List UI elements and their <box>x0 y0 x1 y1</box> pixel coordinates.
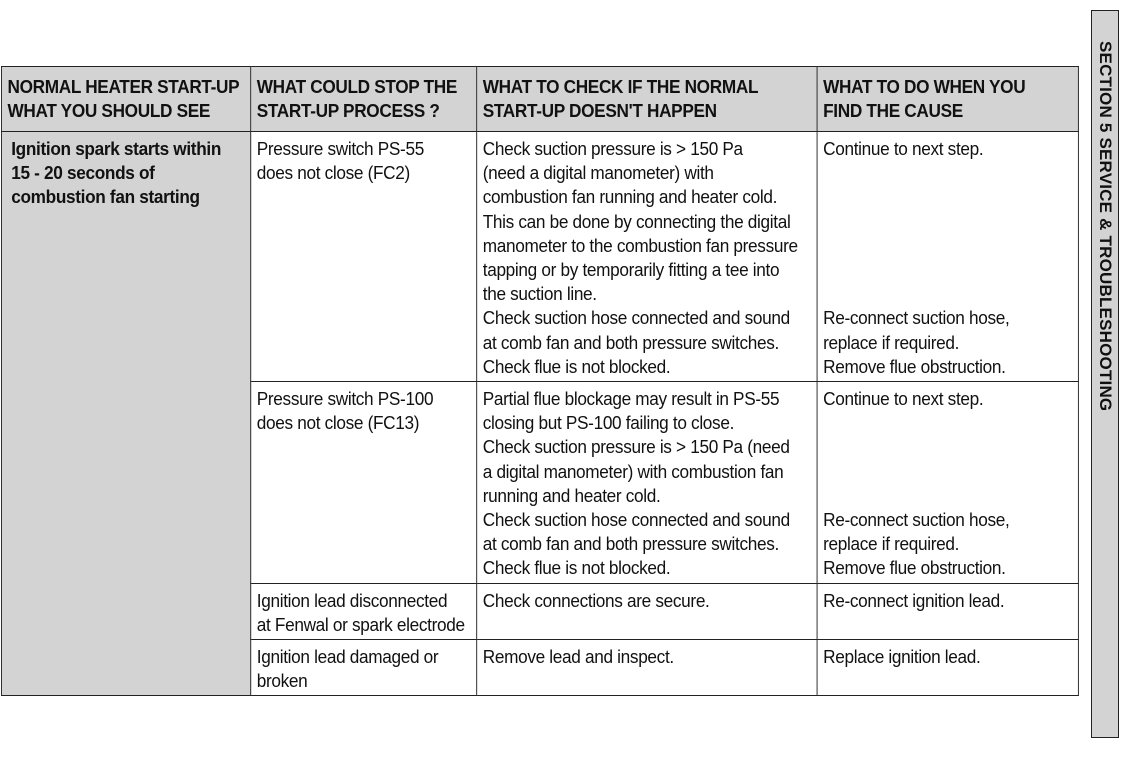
troubleshooting-table <box>1 66 1079 696</box>
cause-cell <box>251 640 477 696</box>
header-text: WHAT TO CHECK IF THE NORMAL <box>482 76 759 97</box>
check-text: at comb fan and both pressure switches. <box>482 331 779 353</box>
cause-text: Ignition lead damaged or <box>256 646 439 668</box>
header-what-to-check <box>477 67 817 132</box>
check-text: Check suction hose connected and sound <box>482 307 790 329</box>
check-text: Check suction hose connected and sound <box>482 509 790 531</box>
action-cell <box>817 583 1078 639</box>
check-text: at comb fan and both pressure switches. <box>482 533 779 555</box>
header-text: WHAT YOU SHOULD SEE <box>7 100 211 122</box>
cause-cell <box>251 132 477 382</box>
cause-cell <box>251 583 477 639</box>
header-normal-startup <box>1 67 250 132</box>
action-cell <box>817 382 1078 584</box>
action-text: Replace ignition lead. <box>823 646 981 668</box>
header-text: START-UP DOESN'T HAPPEN <box>482 100 717 122</box>
check-text: combustion fan running and heater cold. <box>482 186 778 208</box>
check-text: Check flue is not blocked. <box>482 557 671 579</box>
action-text: Continue to next step. <box>823 138 984 159</box>
action-text: Re-connect suction hose, <box>823 508 1010 530</box>
cause-text: does not close (FC2) <box>256 162 410 184</box>
header-what-could-stop <box>251 67 477 132</box>
normal-startup-text: Ignition spark starts within <box>11 138 222 159</box>
check-text: closing but PS-100 failing to close. <box>482 412 735 434</box>
check-text: This can be done by connecting the digital <box>482 210 791 232</box>
cause-text: Pressure switch PS-55 <box>256 138 424 159</box>
cause-cell <box>251 382 477 584</box>
check-cell <box>477 382 817 584</box>
action-text: replace if required. <box>823 331 960 353</box>
check-text: tapping or by temporarily fitting a tee into <box>482 259 780 281</box>
header-text: FIND THE CAUSE <box>823 100 963 122</box>
action-text: replace if required. <box>823 533 960 555</box>
cause-text: does not close (FC13) <box>256 412 420 434</box>
check-text: Remove lead and inspect. <box>482 646 674 668</box>
action-text: Re-connect ignition lead. <box>823 589 1005 611</box>
table-header-row <box>1 67 1078 132</box>
action-text: Remove flue obstruction. <box>823 355 1006 377</box>
normal-startup-text: combustion fan starting <box>11 186 200 208</box>
check-text: manometer to the combustion fan pressure <box>482 234 798 256</box>
cause-text: Pressure switch PS-100 <box>256 388 434 410</box>
action-text: Remove flue obstruction. <box>823 557 1006 579</box>
check-text: Check suction pressure is > 150 Pa <box>482 138 743 159</box>
check-text: a digital manometer) with combustion fan <box>482 460 784 482</box>
table-row <box>1 132 1078 382</box>
action-cell <box>817 132 1078 382</box>
check-text: running and heater cold. <box>482 484 661 506</box>
header-text: WHAT TO DO WHEN YOU <box>823 76 1026 97</box>
check-cell <box>477 640 817 696</box>
check-text: (need a digital manometer) with <box>482 162 714 184</box>
normal-startup-text: 15 - 20 seconds of <box>11 162 155 184</box>
normal-startup-cell <box>1 132 250 696</box>
check-text: Check flue is not blocked. <box>482 355 671 377</box>
check-cell <box>477 583 817 639</box>
section-tab-label: SECTION 5 SERVICE & TROUBLESHOOTING <box>1096 41 1115 412</box>
action-cell <box>817 640 1078 696</box>
cause-text: at Fenwal or spark electrode <box>256 613 465 635</box>
cause-text: broken <box>256 670 308 692</box>
check-text: Check connections are secure. <box>482 589 710 611</box>
action-text: Continue to next step. <box>823 388 984 410</box>
header-text: WHAT COULD STOP THE <box>256 76 458 97</box>
check-cell <box>477 132 817 382</box>
action-text: Re-connect suction hose, <box>823 307 1010 329</box>
header-what-to-do <box>817 67 1078 132</box>
header-text: START-UP PROCESS ? <box>256 100 440 122</box>
check-text: Partial flue blockage may result in PS-55 <box>482 388 780 410</box>
cause-text: Ignition lead disconnected <box>256 589 448 611</box>
section-tab <box>1091 10 1119 738</box>
header-text: NORMAL HEATER START-UP <box>7 76 240 97</box>
check-text: the suction line. <box>482 283 597 305</box>
check-text: Check suction pressure is > 150 Pa (need <box>482 436 790 458</box>
